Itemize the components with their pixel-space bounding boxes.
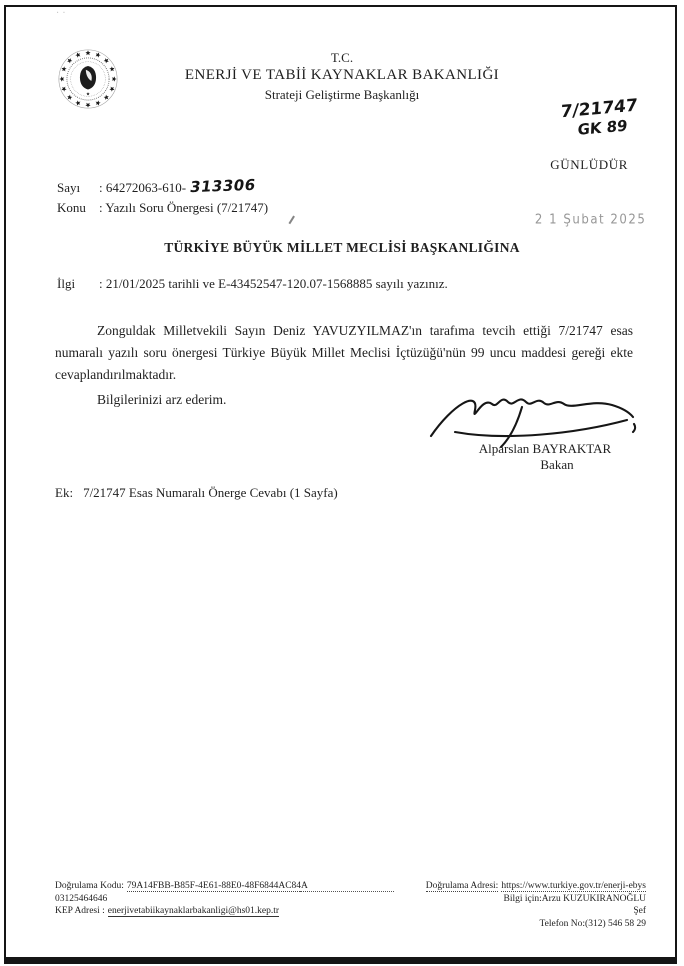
konu-label: Konu [57, 200, 86, 215]
konu-value: : Yazılı Soru Önergesi (7/21747) [99, 200, 269, 215]
letterhead-department: Strateji Geliştirme Başkanlığı [264, 87, 420, 102]
verification-address-link[interactable]: https://www.turkiye.gov.tr/enerji-ebys [501, 881, 646, 891]
verification-code-value: 79A14FBB-B85F-4E61-88E0-48F6844AC84A [126, 881, 308, 891]
attachment-row [55, 485, 338, 501]
signer-title: Bakan [540, 457, 574, 472]
footer-left [55, 880, 308, 918]
verification-code-row [55, 880, 308, 893]
kep-row [55, 905, 308, 918]
date-stamp: 2 1 Şubat 2025 [534, 211, 647, 227]
handwritten-reference [559, 96, 638, 141]
sayi-value: : 64272063-610- [99, 180, 187, 195]
ilgi-row [57, 276, 448, 292]
attachment-label: Ek: [55, 485, 74, 500]
konu-row [57, 200, 268, 216]
letter-body-paragraph: Zonguldak Milletvekili Sayın Deniz YAVUZYILMAZ'ın tarafıma tevcih ettiği 7/21747 esas numaralı yazılı soru önergesi Türkiye Büyük Millet Meclisi İçtüzüğü'nün 99 uncu maddesi gereği ekte cevaplandırılmaktadır. [55, 323, 633, 382]
gunludur-label: GÜNLÜDÜR [550, 157, 628, 172]
footer-contact-role: Şef [633, 906, 646, 917]
signer-name: Alparslan BAYRAKTAR [478, 441, 612, 456]
closing-line: Bilgilerinizi arz ederim. [97, 392, 227, 407]
handwritten-ref-number: 7/21747 [560, 95, 639, 123]
letterhead-ministry: ENERJİ VE TABİİ KAYNAKLAR BAKANLIĞI [184, 67, 500, 83]
scan-artifact: · · [56, 8, 66, 19]
recipient-title: TÜRKİYE BÜYÜK MİLLET MECLİSİ BAŞKANLIĞINA [164, 240, 520, 255]
sayi-label: Sayı [57, 180, 81, 195]
letterhead-tc: T.C. [330, 50, 354, 65]
ilgi-value: : 21/01/2025 tarihli ve E-43452547-120.07-1568885 sayılı yazınız. [99, 276, 448, 291]
signature-block [440, 441, 650, 473]
footer-contact-info: Bilgi için:Arzu KUZUKIRANOĞLU [503, 893, 646, 904]
ilgi-label: İlgi [57, 276, 76, 291]
footer-dotted-leader [300, 883, 394, 892]
footer-contact-phone: Telefon No:(312) 546 58 29 [539, 918, 646, 929]
handwritten-ref-code: GK 89 [577, 116, 628, 139]
verification-address-row [426, 880, 646, 893]
scan-artifact [288, 216, 294, 224]
kep-address-link[interactable]: enerjivetabiikaynaklarbakanligi@hs01.kep.tr [107, 906, 280, 917]
verification-address-label: Doğrulama Adresi: [425, 881, 499, 891]
attachment-value: 7/21747 Esas Numaralı Önerge Cevabı (1 Sayfa) [83, 485, 338, 500]
footer-right [426, 880, 646, 930]
kep-label: KEP Adresi : [55, 906, 105, 917]
handwritten-sayi-number: 313306 [188, 175, 257, 197]
sayi-row [57, 177, 256, 196]
footer-phone-plain: 03125464646 [55, 893, 108, 904]
verification-code-label: Doğrulama Kodu: [55, 881, 124, 891]
